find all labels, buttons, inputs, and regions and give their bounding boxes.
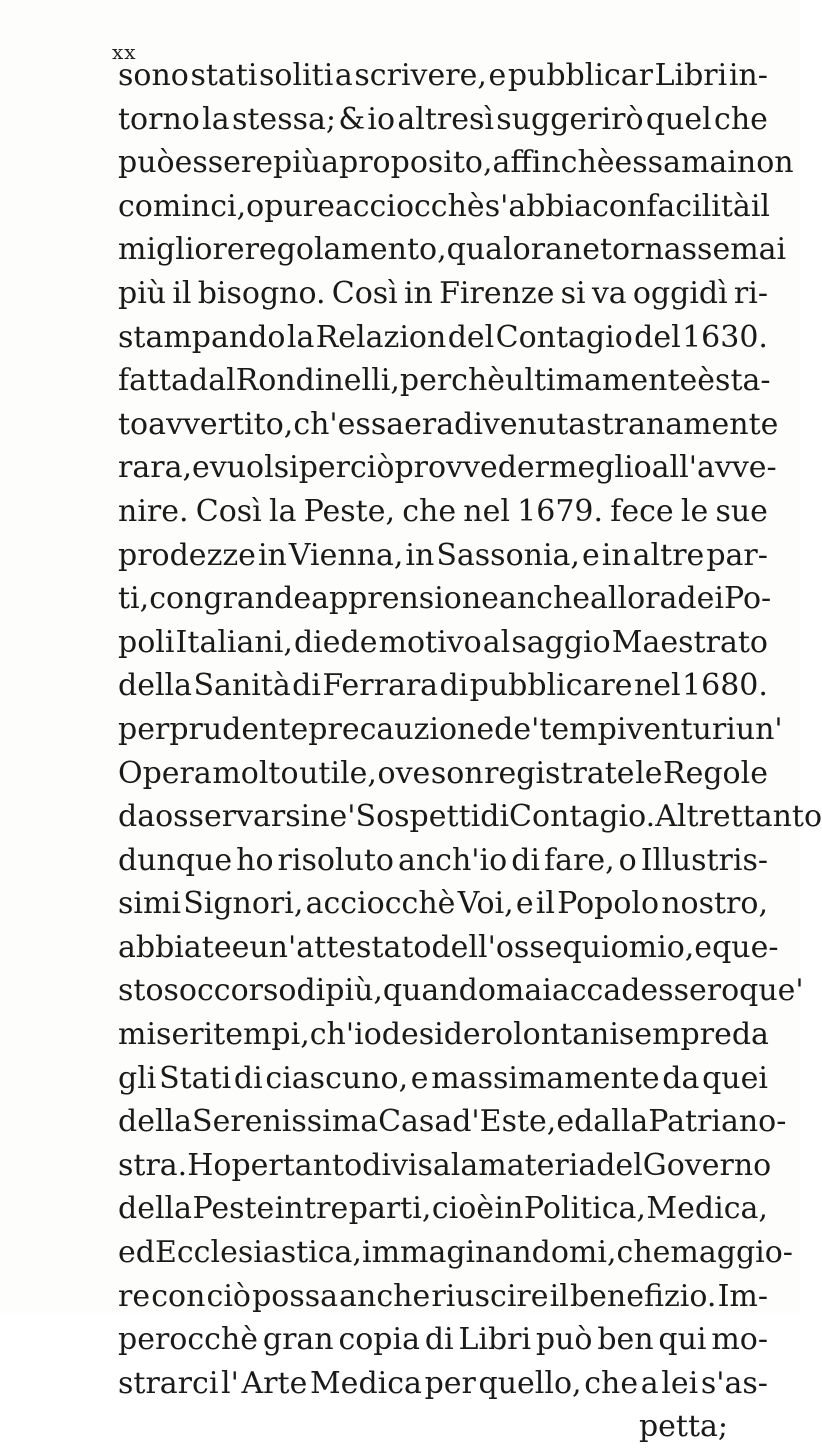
word: che	[616, 1235, 671, 1271]
word: tre	[304, 1191, 349, 1227]
word: to	[118, 406, 149, 442]
word: ben	[597, 1322, 654, 1358]
word: Libri	[654, 58, 728, 93]
word: divenuta	[454, 406, 587, 442]
text-line	[118, 577, 772, 621]
word: la	[286, 319, 315, 355]
word: strarci	[118, 1365, 219, 1401]
word: si	[560, 275, 586, 311]
text-line	[118, 228, 787, 272]
word: in	[403, 275, 433, 311]
word: Italiani,	[175, 624, 293, 660]
word: mai	[730, 232, 787, 268]
word: Peste,	[303, 493, 395, 529]
word: d'Este,	[452, 1104, 557, 1140]
word: proposito,	[339, 145, 493, 181]
word: di	[439, 668, 469, 704]
word: qualora	[446, 232, 563, 268]
word: in	[274, 1191, 304, 1227]
word: prodezze	[118, 537, 256, 573]
word: Contagio.	[509, 799, 656, 835]
word: della	[118, 1104, 193, 1140]
word: in	[405, 537, 435, 573]
text-line	[118, 1187, 768, 1231]
word: perocchè	[118, 1322, 259, 1358]
word: s'abbia	[484, 188, 593, 224]
text-line	[118, 795, 822, 839]
word: acciocchè	[334, 188, 485, 224]
word: Libri	[458, 1322, 532, 1358]
word: Serenissima	[192, 1104, 379, 1140]
word: sta-	[715, 363, 771, 399]
word: all'avve-	[651, 450, 777, 486]
word: perchè	[399, 363, 506, 399]
word: a	[334, 58, 353, 93]
word: stampando	[118, 319, 286, 355]
word: soliti	[259, 58, 334, 93]
word: non	[736, 145, 794, 181]
text-line	[118, 752, 768, 796]
word: sue	[715, 493, 768, 529]
word: Altrettanto	[655, 799, 822, 835]
word: dalla	[574, 1104, 649, 1140]
word: le	[635, 755, 663, 791]
word: di	[296, 973, 326, 1009]
word: possa	[252, 1278, 339, 1314]
word: ne	[562, 232, 600, 268]
text-line	[118, 708, 783, 752]
text-line	[118, 98, 768, 142]
word: o	[618, 842, 637, 878]
word: no-	[738, 1104, 787, 1140]
word: qui	[658, 1322, 707, 1358]
word: fare,	[544, 842, 615, 878]
word: il	[535, 886, 555, 922]
word: Patria	[648, 1104, 739, 1140]
text-line	[118, 1013, 768, 1057]
word: Opera	[118, 755, 212, 791]
word: ch'io	[309, 1017, 382, 1053]
word: stra.	[118, 1147, 188, 1183]
word: e	[410, 1060, 429, 1096]
word: provveder	[394, 450, 550, 486]
word: Im-	[717, 1278, 768, 1314]
word: Ecclesiastica,	[154, 1235, 362, 1271]
word: per	[424, 1365, 476, 1401]
word: parti,	[348, 1191, 432, 1227]
word: Po-	[723, 581, 772, 617]
word: può	[118, 145, 175, 181]
word: cominci,	[118, 188, 247, 224]
word: e	[581, 537, 600, 573]
word: nel	[463, 493, 510, 529]
word: Così	[331, 275, 398, 311]
word: facilità	[646, 188, 751, 224]
word: quello,	[478, 1365, 582, 1401]
word: osservarsi	[155, 799, 311, 835]
word: par-	[706, 537, 768, 573]
word: in-	[728, 58, 768, 93]
word: la	[450, 1147, 479, 1183]
word: e	[556, 1104, 575, 1140]
word: venturi	[626, 711, 736, 747]
word: di	[292, 668, 321, 704]
word: ove	[377, 755, 431, 791]
word: è	[697, 363, 716, 399]
word: bisogno.	[197, 275, 326, 311]
word: Politica,	[523, 1191, 646, 1227]
word: ed	[118, 1235, 155, 1271]
word: che	[402, 493, 457, 529]
word: pertanto	[231, 1147, 363, 1183]
word: desidero	[381, 1017, 514, 1053]
word: sto	[118, 973, 164, 1009]
text-line	[118, 664, 768, 708]
word: dei	[677, 581, 724, 617]
text-line	[118, 1318, 768, 1362]
text-line	[118, 446, 777, 490]
word: diede	[293, 624, 378, 660]
word: allora	[590, 581, 678, 617]
text-line	[118, 1100, 787, 1144]
word: quei	[702, 1060, 768, 1096]
word: nel	[633, 668, 681, 704]
word: da	[731, 1017, 769, 1053]
text-line	[118, 141, 794, 185]
word: anche	[339, 1278, 431, 1314]
text-line	[118, 54, 768, 98]
word: essere	[174, 145, 273, 181]
word: da	[662, 1060, 700, 1096]
word: lontani	[513, 1017, 619, 1053]
word: fatta	[118, 363, 189, 399]
word: Arte	[241, 1365, 308, 1401]
word: del	[596, 1147, 643, 1183]
text-line	[118, 1057, 768, 1101]
word: Casa	[378, 1104, 453, 1140]
word: meglio	[549, 450, 652, 486]
word: tempi,	[213, 1017, 310, 1053]
word: prudente	[169, 711, 309, 747]
word: Contagio	[495, 319, 633, 355]
word: Stati	[159, 1060, 232, 1096]
word: ho	[236, 842, 274, 878]
word: Medica,	[646, 1191, 768, 1227]
word: riuscire	[431, 1278, 549, 1314]
word: la	[268, 493, 297, 529]
word: per	[118, 711, 170, 747]
word: il	[750, 188, 771, 224]
text-line	[118, 882, 768, 926]
word: la	[202, 101, 230, 137]
word: cioè	[431, 1191, 495, 1227]
word: di	[233, 1060, 263, 1096]
word: Sassonia,	[436, 537, 580, 573]
word: Ferrara	[322, 668, 439, 704]
word: poli	[118, 624, 175, 660]
word: massimamente	[431, 1060, 660, 1096]
word: Voi,	[457, 886, 514, 922]
text-line	[118, 403, 779, 447]
word: e	[231, 929, 250, 965]
page-signature: xx	[112, 40, 137, 64]
word: miseri	[118, 1017, 214, 1053]
word: e	[694, 929, 713, 965]
word: stessa;	[231, 101, 336, 137]
word: ultimamente	[505, 363, 698, 399]
word: del	[634, 319, 681, 355]
word: benefizio.	[569, 1278, 717, 1314]
word: dunque	[118, 842, 233, 878]
word: anch'io	[397, 842, 508, 878]
text-line	[118, 1231, 793, 1275]
word: Popolo	[557, 886, 660, 922]
word: io	[367, 101, 396, 137]
word: il	[549, 1278, 569, 1314]
word: che	[584, 1365, 639, 1401]
word: di	[480, 799, 510, 835]
text-line	[118, 1275, 768, 1319]
word: che	[714, 101, 768, 137]
word: va	[591, 275, 627, 311]
text-line	[118, 490, 768, 534]
word: dell'ossequio	[431, 929, 629, 965]
word: da	[118, 799, 156, 835]
word: Rondinelli,	[235, 363, 400, 399]
word: del	[447, 319, 495, 355]
word: può	[535, 1322, 593, 1358]
word: perciò	[298, 450, 395, 486]
word: ch'essa	[293, 406, 405, 442]
word: copia	[338, 1322, 420, 1358]
word: scrivere,	[354, 58, 487, 93]
word: affinchè	[492, 145, 615, 181]
word: ne'	[310, 799, 356, 835]
word: Medica	[309, 1365, 422, 1401]
word: torno	[118, 101, 200, 137]
word: Regole	[663, 755, 768, 791]
word: simi	[118, 886, 182, 922]
word: a	[640, 1365, 659, 1401]
word: rara,	[118, 450, 192, 486]
word: Sanità	[193, 668, 291, 704]
text-line	[118, 621, 768, 665]
word: grande	[203, 581, 312, 617]
word: saggio	[511, 624, 611, 660]
word: immaginandomi,	[361, 1235, 617, 1271]
word: ti,	[118, 581, 150, 617]
word: regolamento,	[244, 232, 447, 268]
word: Firenze	[439, 275, 555, 311]
word: di	[511, 842, 541, 878]
word: gran	[262, 1322, 334, 1358]
word: le	[680, 493, 709, 529]
word: utile,	[299, 755, 377, 791]
word: a	[321, 145, 340, 181]
word: mai	[680, 145, 737, 181]
word: l'	[221, 1365, 239, 1401]
text-line	[118, 359, 771, 403]
word: Signori,	[183, 886, 304, 922]
word: 1680.	[682, 668, 768, 704]
word: nostro,	[661, 886, 768, 922]
word: de'	[494, 711, 540, 747]
text-line	[118, 969, 804, 1013]
text-line	[118, 534, 768, 578]
word: que-	[712, 929, 779, 965]
word: o	[246, 188, 265, 224]
word: ciascuno,	[265, 1060, 409, 1096]
word: con	[151, 1278, 206, 1314]
word: e	[488, 58, 507, 93]
word: pure	[264, 188, 335, 224]
word: acciocchè	[305, 886, 456, 922]
word: anche	[498, 581, 591, 617]
word: e	[515, 886, 534, 922]
word: &	[338, 101, 366, 137]
word: della	[118, 1191, 193, 1227]
word: quel	[645, 101, 712, 137]
word: materia	[478, 1147, 597, 1183]
text-line	[118, 1362, 768, 1406]
word: nire.	[118, 493, 189, 529]
word: accadessero	[551, 973, 740, 1009]
word: altresì	[397, 101, 494, 137]
word: essa	[614, 145, 681, 181]
word: suggerirò	[496, 101, 644, 137]
word: quando	[382, 973, 496, 1009]
text-line	[118, 839, 768, 883]
word: in	[257, 537, 287, 573]
text-line	[118, 185, 771, 229]
word: Vienna,	[288, 537, 404, 573]
word: son	[430, 755, 484, 791]
word: Governo	[642, 1147, 772, 1183]
word: stranamente	[586, 406, 779, 442]
word: mo-	[711, 1322, 768, 1358]
word: in	[494, 1191, 524, 1227]
word: risoluto	[277, 842, 394, 878]
body-text	[118, 54, 822, 1449]
text-line	[118, 316, 768, 360]
word: abbiate	[118, 929, 232, 965]
word: era	[404, 406, 455, 442]
word: precauzione	[308, 711, 495, 747]
word: al	[482, 624, 511, 660]
word: Sospetti	[355, 799, 481, 835]
word: della	[118, 668, 193, 704]
word: que'	[739, 973, 804, 1009]
word: più	[118, 275, 167, 311]
word: gli	[118, 1060, 157, 1096]
text-line	[118, 926, 779, 970]
word: tempi	[539, 711, 627, 747]
word: con	[149, 581, 204, 617]
word: dal	[189, 363, 236, 399]
word: tornasse	[600, 232, 731, 268]
word: 1679.	[517, 493, 604, 529]
word: registrate	[484, 755, 635, 791]
word: Relazion	[315, 319, 447, 355]
text-line	[118, 1144, 772, 1188]
word: mio,	[628, 929, 695, 965]
word: con	[592, 188, 647, 224]
word: re	[118, 1278, 151, 1314]
word: 1630.	[682, 319, 768, 355]
word: il	[172, 275, 192, 311]
word: un'attestato	[249, 929, 432, 965]
word: Così	[195, 493, 262, 529]
word: mai	[495, 973, 552, 1009]
word: avvertito,	[148, 406, 294, 442]
word: lei	[661, 1365, 699, 1401]
word: Illustris-	[640, 842, 768, 878]
word: apprensione	[311, 581, 499, 617]
word: di	[424, 1322, 454, 1358]
word: altre	[632, 537, 705, 573]
catchword: petta;	[638, 1409, 728, 1445]
word: stati	[190, 58, 258, 93]
word: molto	[212, 755, 299, 791]
word: s'as-	[700, 1365, 768, 1401]
word: migliore	[118, 232, 245, 268]
word: un'	[735, 711, 783, 747]
word: più,	[325, 973, 383, 1009]
word: fece	[610, 493, 674, 529]
word: divisa	[362, 1147, 451, 1183]
word: ciò	[206, 1278, 251, 1314]
word: Peste	[192, 1191, 275, 1227]
word: Maestrato	[611, 624, 768, 660]
word: Ho	[187, 1147, 232, 1183]
text-line	[118, 272, 768, 316]
word: sono	[118, 58, 189, 93]
word: più	[273, 145, 322, 181]
word: maggio-	[670, 1235, 793, 1271]
word: ri-	[733, 275, 768, 311]
word: vuolsi	[209, 450, 299, 486]
word: soccorso	[163, 973, 297, 1009]
word: pubblicare	[469, 668, 633, 704]
word: e	[192, 450, 210, 486]
catchword-line	[118, 1405, 768, 1449]
word: sempre	[618, 1017, 732, 1053]
word: oggidì	[632, 275, 728, 311]
word: in	[601, 537, 631, 573]
word: motivo	[378, 624, 482, 660]
word: pubblicar	[507, 58, 653, 93]
